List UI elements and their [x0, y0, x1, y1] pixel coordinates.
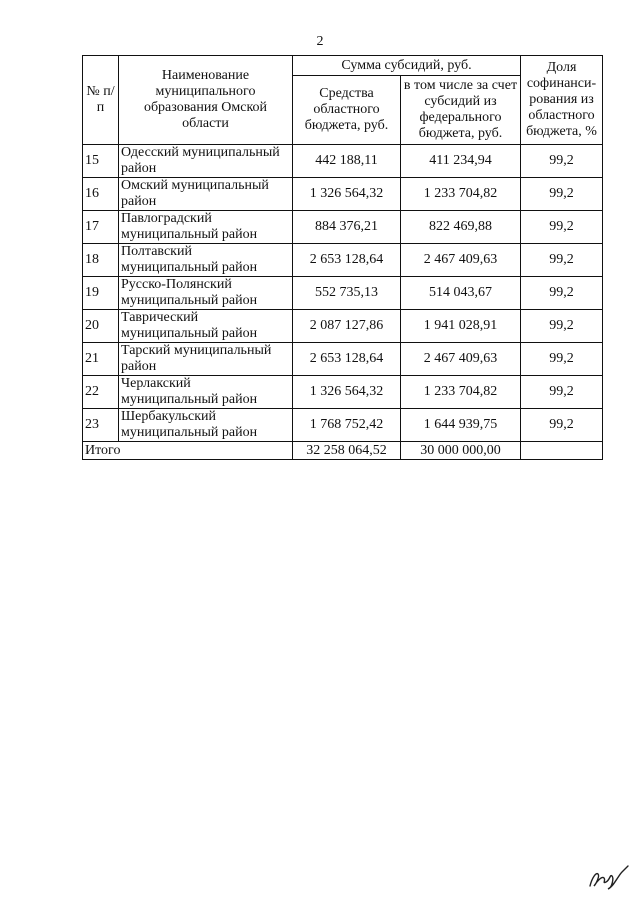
row-federal-amount: 1 233 704,82: [401, 376, 521, 409]
row-num: 20: [83, 310, 119, 343]
total-label: Итого: [83, 442, 293, 460]
row-share: 99,2: [521, 277, 603, 310]
row-federal-amount: 822 469,88: [401, 211, 521, 244]
table-header: [83, 56, 603, 145]
table-body: [83, 145, 603, 442]
row-federal-amount: 2 467 409,63: [401, 244, 521, 277]
row-municipality-name: Русско-Полянский муниципальный район: [119, 277, 293, 310]
table-row: [83, 178, 603, 211]
row-share: 99,2: [521, 145, 603, 178]
header-regional: Средства областного бюджета, руб.: [293, 76, 401, 145]
row-num: 17: [83, 211, 119, 244]
row-federal-amount: 2 467 409,63: [401, 343, 521, 376]
row-municipality-name: Павлоградский муниципальный район: [119, 211, 293, 244]
table-row: [83, 211, 603, 244]
row-num: 21: [83, 343, 119, 376]
row-municipality-name: Шербакульский муниципальный район: [119, 409, 293, 442]
row-municipality-name: Таврический муниципальный район: [119, 310, 293, 343]
row-federal-amount: 1 941 028,91: [401, 310, 521, 343]
row-federal-amount: 514 043,67: [401, 277, 521, 310]
table-row: [83, 409, 603, 442]
table-row: [83, 277, 603, 310]
row-share: 99,2: [521, 409, 603, 442]
header-sum-group: Сумма субсидий, руб.: [293, 56, 521, 76]
table-row: [83, 145, 603, 178]
row-federal-amount: 1 644 939,75: [401, 409, 521, 442]
row-num: 23: [83, 409, 119, 442]
header-federal: в том числе за счет субсидий из федерального бюджета, руб.: [401, 76, 521, 145]
row-num: 19: [83, 277, 119, 310]
header-num: № п/п: [83, 56, 119, 145]
table-row: [83, 244, 603, 277]
row-share: 99,2: [521, 310, 603, 343]
row-municipality-name: Тарский муниципальный район: [119, 343, 293, 376]
row-regional-amount: 1 768 752,42: [293, 409, 401, 442]
row-federal-amount: 1 233 704,82: [401, 178, 521, 211]
row-share: 99,2: [521, 244, 603, 277]
row-regional-amount: 1 326 564,32: [293, 376, 401, 409]
row-num: 16: [83, 178, 119, 211]
row-regional-amount: 2 653 128,64: [293, 343, 401, 376]
page-number: 2: [316, 34, 324, 49]
total-federal: 30 000 000,00: [401, 442, 521, 460]
row-share: 99,2: [521, 178, 603, 211]
table-row: [83, 310, 603, 343]
row-share: 99,2: [521, 211, 603, 244]
row-federal-amount: 411 234,94: [401, 145, 521, 178]
subsidies-table: [82, 55, 603, 460]
row-regional-amount: 1 326 564,32: [293, 178, 401, 211]
handwritten-signature-icon: [584, 862, 634, 892]
table-row: [83, 376, 603, 409]
row-num: 22: [83, 376, 119, 409]
total-row: [83, 442, 603, 460]
row-num: 18: [83, 244, 119, 277]
header-share: Доля софинанси-рования из областного бюджета, %: [521, 56, 603, 145]
total-share: [521, 442, 603, 460]
row-regional-amount: 552 735,13: [293, 277, 401, 310]
row-regional-amount: 2 087 127,86: [293, 310, 401, 343]
row-regional-amount: 884 376,21: [293, 211, 401, 244]
row-share: 99,2: [521, 343, 603, 376]
row-share: 99,2: [521, 376, 603, 409]
row-num: 15: [83, 145, 119, 178]
row-municipality-name: Черлакский муниципальный район: [119, 376, 293, 409]
total-regional: 32 258 064,52: [293, 442, 401, 460]
row-municipality-name: Полтавский муниципальный район: [119, 244, 293, 277]
row-regional-amount: 2 653 128,64: [293, 244, 401, 277]
table-row: [83, 343, 603, 376]
header-name: Наименование муниципального образования Омской области: [119, 56, 293, 145]
row-municipality-name: Омский муниципальный район: [119, 178, 293, 211]
row-municipality-name: Одесский муниципальный район: [119, 145, 293, 178]
row-regional-amount: 442 188,11: [293, 145, 401, 178]
